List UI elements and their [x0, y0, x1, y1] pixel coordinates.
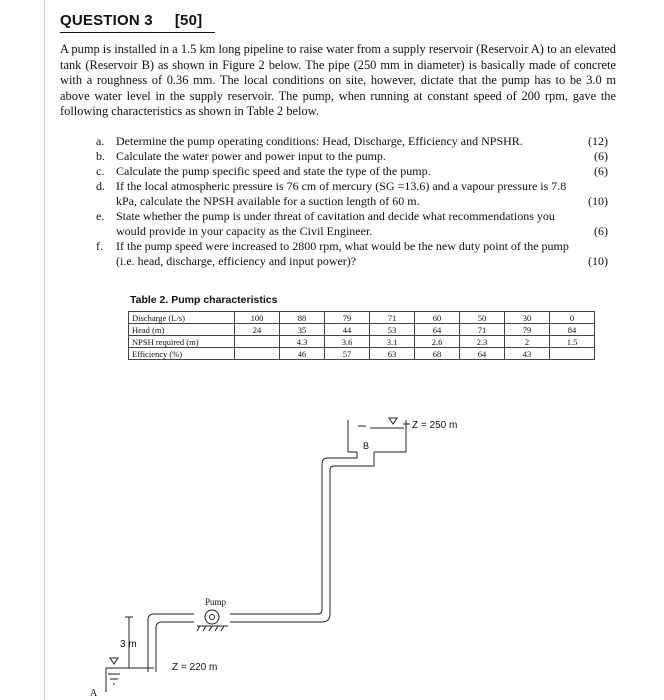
item-line: If the local atmospheric pressure is 76 cm of mercury (SG =13.6) and a vapour pressure is 7.8	[116, 179, 567, 193]
table-cell: 100	[235, 312, 280, 324]
table-cell: 88	[280, 312, 325, 324]
table-cell: 64	[415, 324, 460, 336]
table-cell: 63	[370, 348, 415, 360]
item-line: Determine the pump operating conditions: Head, Discharge, Efficiency and NPSHR.	[116, 134, 523, 148]
reservoir-label: A	[90, 688, 98, 699]
table-cell: 2.3	[460, 336, 505, 348]
table-cell: 4.3	[280, 336, 325, 348]
row-header: Discharge (L/s)	[129, 312, 235, 324]
table-cell: 79	[505, 324, 550, 336]
table-cell: 60	[415, 312, 460, 324]
table-cell: 71	[370, 312, 415, 324]
tank-label: B	[363, 441, 370, 451]
table-cell: 3.6	[325, 336, 370, 348]
table-cell: 50	[460, 312, 505, 324]
item-line: Calculate the water power and power input to the pump.	[116, 149, 386, 163]
table-cell: 43	[505, 348, 550, 360]
item-marks: (10)	[588, 254, 608, 268]
table-caption: Table 2. Pump characteristics	[130, 294, 278, 306]
row-header: Head (m)	[129, 324, 235, 336]
item-marks: (10)	[588, 194, 608, 208]
item-line: would provide in your capacity as the Civil Engineer.	[116, 224, 373, 238]
item-line: State whether the pump is under threat of cavitation and decide what recommendations you	[116, 209, 555, 223]
table-cell: 46	[280, 348, 325, 360]
tank-b	[348, 420, 406, 452]
item-line: Calculate the pump specific speed and state the type of the pump.	[116, 164, 431, 178]
table-cell: 3.1	[370, 336, 415, 348]
pump-icon	[197, 610, 228, 631]
tank-level-triangle	[389, 418, 397, 424]
item-letter: f.	[96, 239, 103, 253]
table-cell: 64	[460, 348, 505, 360]
item-letter: d.	[96, 179, 105, 193]
question-title: QUESTION 3	[60, 12, 153, 29]
item-marks: (12)	[588, 134, 608, 148]
table-cell: 57	[325, 348, 370, 360]
table-cell: 84	[550, 324, 595, 336]
top-level-label: Z = 250 m	[412, 420, 458, 431]
table-cell: 44	[325, 324, 370, 336]
table-cell: 68	[415, 348, 460, 360]
delivery-pipe	[230, 452, 374, 622]
row-header: Efficiency (%)	[129, 348, 235, 360]
item-line: If the pump speed were increased to 2800 rpm, what would be the new duty point of the pump	[116, 239, 569, 253]
table-cell: 71	[460, 324, 505, 336]
item-letter: a.	[96, 134, 105, 148]
intro-text: A pump is installed in a 1.5 km long pipeline to raise water from a supply reservoir (Reservoir A) to an elevated tank (Reservoir B) as shown in Figure 2 below. The pipe (250 mm in diameter) is basically made of concrete with a roughness of 0.36 mm. The local conditions on site, however, dictate that the pump has to be 3.0 m above water level in the supply reservoir. The pump, when running at constant speed of 200 rpm, gave the following characteristics as shown in Table 2 below.	[60, 42, 616, 119]
item-marks: (6)	[594, 224, 608, 238]
item-line: kPa, calculate the NPSH available for a suction length of 60 m.	[116, 194, 420, 208]
item-marks: (6)	[594, 164, 608, 178]
table-cell: 2.6	[415, 336, 460, 348]
table-cell: 2	[505, 336, 550, 348]
pump-label: Pump	[205, 597, 227, 607]
question-marks: [50]	[174, 12, 203, 29]
item-line: (i.e. head, discharge, efficiency and input power)?	[116, 254, 357, 268]
item-letter: c.	[96, 164, 105, 178]
table-cell: 79	[325, 312, 370, 324]
row-header: NPSH required (m)	[129, 336, 235, 348]
table-cell: 1.5	[550, 336, 595, 348]
table-cell: 35	[280, 324, 325, 336]
table-cell: 30	[505, 312, 550, 324]
table-cell: 53	[370, 324, 415, 336]
pump-height-label: 3 m	[120, 639, 137, 650]
item-letter: e.	[96, 209, 105, 223]
item-letter: b.	[96, 149, 105, 163]
table-cell: 0	[550, 312, 595, 324]
item-marks: (6)	[594, 149, 608, 163]
reservoir-level-triangle	[110, 658, 118, 664]
table-cell: 24	[235, 324, 280, 336]
bottom-level-label: Z = 220 m	[172, 662, 218, 673]
